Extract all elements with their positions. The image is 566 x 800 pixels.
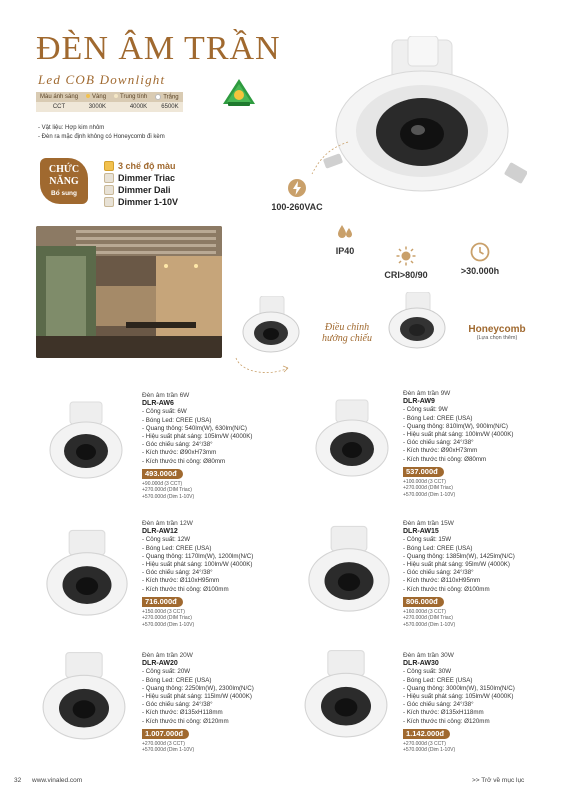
- cct-white: 6500K: [151, 102, 182, 112]
- dali-icon: [104, 185, 114, 195]
- rotate-arrow-icon: [232, 354, 292, 378]
- sun-icon: [396, 246, 416, 266]
- function-item: Dimmer Dali: [104, 184, 178, 196]
- interior-photo: [36, 226, 222, 358]
- honeycomb-lamp-image: [386, 292, 448, 350]
- product-code: DLR-AW6: [142, 400, 174, 408]
- cct-warm: 3000K: [82, 102, 110, 112]
- product-block-aw15: Đèn âm trần 15W DLR-AW15 - Công suất: 15W - Bóng Led: CREE (USA) - Quang thông: 1385lm(W), 1425lm(N/C) - Hiệu suất phát sáng: 95lm/W (4000K) - Góc chiếu sáng: 24°/38° - Kích thước: Ø110xH95mm - Kích thước thi công: Ø100mm 806.000đ +160.000đ (3 CCT) +270.000đ (DIM Triac) +570.000đ (Dim 1-10V): [403, 520, 553, 628]
- cct-head-neutral: Trung tính: [120, 94, 148, 100]
- product-block-aw9: Đèn âm trần 9W DLR-AW9 - Công suất: 9W - Bóng Led: CREE (USA) - Quang thông: 810lm(W), 900lm(N/C) - Hiệu suất phát sáng: 100lm/W (4000K) - Góc chiếu sáng: 24°/38° - Kích thước: Ø90xH73mm - Kích thước thi công: Ø80mm 537.000đ +100.000đ (3 CCT) +270.000đ (DIM Triac) +570.000đ (Dim 1-10V): [403, 390, 553, 498]
- spec-cri: CRI>80/90: [376, 246, 436, 280]
- page-title: ĐÈN ÂM TRẦN: [36, 30, 281, 67]
- product-lamp-image: [308, 398, 396, 482]
- price-badge: 1.007.000đ: [142, 729, 189, 739]
- product-block-aw12: Đèn âm trần 12W DLR-AW12 - Công suất: 12W - Bóng Led: CREE (USA) - Quang thông: 1170lm(W), 1200lm(N/C) - Hiệu suất phát sáng: 100lm/W (4000K) - Góc chiếu sáng: 24°/38° - Kích thước: Ø110xH95mm - Kích thước thi công: Ø100mm 716.000đ +150.000đ (3 CCT) +270.000đ (DIM Triac) +570.000đ (Dim 1-10V): [142, 520, 292, 628]
- honeycomb-block: [462, 324, 532, 341]
- water-drop-icon: [335, 222, 355, 242]
- bullet-honeycomb: - Đèn ra mặc định không có Honeycomb đi kèm: [38, 134, 165, 140]
- spec-life: >30.000h: [452, 242, 508, 276]
- honeycomb-sub: (Lựa chọn thêm): [476, 335, 518, 341]
- function-title: CHỨC NĂNG: [48, 164, 80, 187]
- function-item: Dimmer 1-10V: [104, 196, 178, 208]
- bolt-icon: [287, 178, 307, 198]
- spec-ip: IP40: [325, 222, 365, 256]
- price-options: +160.000đ (3 CCT) +270.000đ (DIM Triac) +570.000đ (Dim 1-10V): [403, 609, 456, 628]
- cct-table: [36, 92, 183, 112]
- product-lamp-image: [42, 400, 130, 484]
- product-code: DLR-AW15: [403, 528, 439, 536]
- white-dot-icon: [155, 94, 161, 100]
- page-subtitle: Led COB Downlight: [38, 72, 166, 87]
- dimmer-icon: [104, 197, 114, 207]
- cct-head-white: Trắng: [163, 94, 179, 101]
- function-list: [104, 160, 178, 208]
- price-options: +100.000đ (3 CCT) +270.000đ (DIM Triac) +570.000đ (Dim 1-10V): [403, 479, 456, 498]
- color-mode-icon: [104, 161, 114, 171]
- product-lamp-image: [34, 650, 134, 746]
- cct-row-label: CCT: [36, 102, 82, 112]
- product-code: DLR-AW12: [142, 528, 178, 536]
- price-badge: 1.142.000đ: [403, 729, 450, 739]
- back-to-toc-link[interactable]: >> Trở về mục lục: [472, 777, 525, 784]
- product-code: DLR-AW9: [403, 398, 435, 406]
- hero-lamp-image: [322, 36, 527, 196]
- warm-dot-icon: [86, 94, 90, 98]
- function-badge: [40, 158, 88, 204]
- price-badge: 716.000đ: [142, 597, 183, 607]
- price-badge: 806.000đ: [403, 597, 444, 607]
- page-number: 32: [14, 777, 22, 784]
- function-item: Dimmer Triac: [104, 172, 178, 184]
- product-block-aw6: Đèn âm trần 6W DLR-AW6 - Công suất: 6W - Bóng Led: CREE (USA) - Quang thông: 540lm(W), 630lm(N/C) - Hiệu suất phát sáng: 105lm/W (4000K) - Góc chiếu sáng: 24°/38° - Kích thước: Ø90xH73mm - Kích thước thi công: Ø80mm 493.000đ +90.000đ (3 CCT) +270.000đ (DIM Triac) +570.000đ (Dim 1-10V): [142, 392, 292, 500]
- price-badge: 537.000đ: [403, 467, 444, 477]
- spec-voltage: 100-260VAC: [262, 178, 332, 212]
- clock-icon: [470, 242, 490, 262]
- cct-head-warm: Vàng: [92, 94, 107, 100]
- price-options: +150.000đ (3 CCT) +270.000đ (DIM Triac) +570.000đ (Dim 1-10V): [142, 609, 195, 628]
- function-sub: Bổ sung: [51, 190, 77, 197]
- product-block-aw20: Đèn âm trần 20W DLR-AW20 - Công suất: 20W - Bóng Led: CREE (USA) - Quang thông: 2250lm(W), 2300lm(N/C) - Hiệu suất phát sáng: 115lm/W (4000K) - Góc chiếu sáng: 24°/38° - Kích thước: Ø135xH118mm - Kích thước thi công: Ø120mm 1.007.000đ +270.000đ (3 CCT) +570.000đ (Dim 1-10V): [142, 652, 292, 754]
- connector-lines: [300, 140, 350, 180]
- price-options: +270.000đ (3 CCT) +570.000đ (Dim 1-10V): [142, 741, 195, 754]
- product-lamp-image: [38, 528, 136, 622]
- product-lamp-image: [300, 524, 398, 618]
- price-badge: 493.000đ: [142, 469, 183, 479]
- product-block-aw30: Đèn âm trần 30W DLR-AW30 - Công suất: 30W - Bóng Led: CREE (USA) - Quang thông: 3000lm(W), 3150lm(N/C) - Hiệu suất phát sáng: 105lm/W (4000K) - Góc chiếu sáng: 24°/38° - Kích thước: Ø135xH118mm - Kích thước thi công: Ø120mm 1.142.000đ +270.000đ (3 CCT) +570.000đ (Dim 1-10V): [403, 652, 553, 754]
- product-code: DLR-AW20: [142, 660, 178, 668]
- function-item: 3 chế độ màu: [104, 160, 178, 172]
- bulb-icon: [104, 173, 114, 183]
- bullet-material: - Vật liệu: Hợp kim nhôm: [38, 125, 105, 131]
- cct-neutral: 4000K: [110, 102, 151, 112]
- neutral-dot-icon: [114, 94, 118, 98]
- chinh-hang-badge-icon: [222, 78, 256, 108]
- price-options: +90.000đ (3 CCT) +270.000đ (DIM Triac) +570.000đ (Dim 1-10V): [142, 481, 195, 500]
- adjustable-lamp-image: [240, 296, 302, 354]
- cct-head-label: Màu ánh sáng: [36, 92, 82, 102]
- product-lamp-image: [296, 648, 396, 744]
- adjust-caption: Điều chỉnh hướng chiếu: [322, 322, 372, 344]
- footer-website-link[interactable]: www.vinaled.com: [32, 777, 83, 784]
- feature-bullets: [38, 124, 165, 142]
- price-options: +270.000đ (3 CCT) +570.000đ (Dim 1-10V): [403, 741, 456, 754]
- honeycomb-title: Honeycomb: [468, 324, 526, 335]
- product-code: DLR-AW30: [403, 660, 439, 668]
